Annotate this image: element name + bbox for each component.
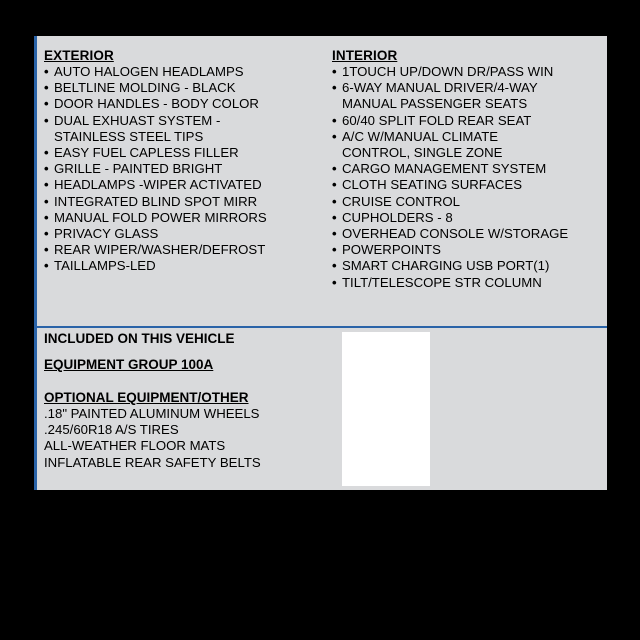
interior-item: • CRUISE CONTROL [332,194,607,210]
exterior-item: • DOOR HANDLES - BODY COLOR [44,96,324,112]
included-section [44,330,334,471]
exterior-item: • EASY FUEL CAPLESS FILLER [44,145,324,161]
optional-equipment-list [44,406,334,471]
optional-item: INFLATABLE REAR SAFETY BELTS [44,454,261,470]
exterior-item: • PRIVACY GLASS [44,226,324,242]
exterior-column [44,48,324,275]
interior-column [332,48,607,291]
optional-item: .18" PAINTED ALUMINUM WHEELS [44,406,260,421]
section-divider [37,326,607,328]
interior-item: • TILT/TELESCOPE STR COLUMN [332,275,607,291]
blank-white-box [342,332,430,486]
included-title: INCLUDED ON THIS VEHICLE [44,331,235,346]
interior-item: • 1TOUCH UP/DOWN DR/PASS WIN [332,64,607,80]
interior-item: • OVERHEAD CONSOLE W/STORAGE [332,226,607,242]
optional-item: ALL-WEATHER FLOOR MATS [44,438,226,454]
exterior-item: • GRILLE - PAINTED BRIGHT [44,161,324,177]
interior-item: • CLOTH SEATING SURFACES [332,177,607,193]
optional-equipment-heading: OPTIONAL EQUIPMENT/OTHER [44,390,249,405]
interior-heading: INTERIOR [332,48,398,63]
exterior-item: • MANUAL FOLD POWER MIRRORS [44,210,324,226]
exterior-item: • AUTO HALOGEN HEADLAMPS [44,64,324,80]
window-sticker-panel [34,36,607,490]
exterior-item [44,113,244,145]
exterior-item-text: DUAL EXHUAST SYSTEM - STAINLESS STEEL TIPS [54,112,228,144]
exterior-item: • REAR WIPER/WASHER/DEFROST [44,242,324,258]
interior-item: • SMART CHARGING USB PORT(1) [332,258,607,274]
exterior-item: • TAILLAMPS-LED [44,258,324,274]
exterior-item: • HEADLAMPS -WIPER ACTIVATED [44,177,324,193]
exterior-list [44,64,324,275]
features-section [37,36,607,326]
interior-item: • CARGO MANAGEMENT SYSTEM [332,161,607,177]
interior-item: • CUPHOLDERS - 8 [332,210,607,226]
equipment-group-label: EQUIPMENT GROUP 100A [44,357,214,372]
exterior-item: • INTEGRATED BLIND SPOT MIRR [44,194,324,210]
interior-item: • 6-WAY MANUAL DRIVER/4-WAY MANUAL PASSENGER SEATS [332,80,567,112]
exterior-heading: EXTERIOR [44,48,114,63]
interior-item: • POWERPOINTS [332,242,607,258]
interior-item: • 60/40 SPLIT FOLD REAR SEAT [332,113,607,129]
exterior-item: • BELTLINE MOLDING - BLACK [44,80,324,96]
optional-item: .245/60R18 A/S TIRES [44,422,179,438]
interior-item: • A/C W/MANUAL CLIMATE CONTROL, SINGLE ZONE [332,129,522,161]
interior-list [332,64,607,291]
